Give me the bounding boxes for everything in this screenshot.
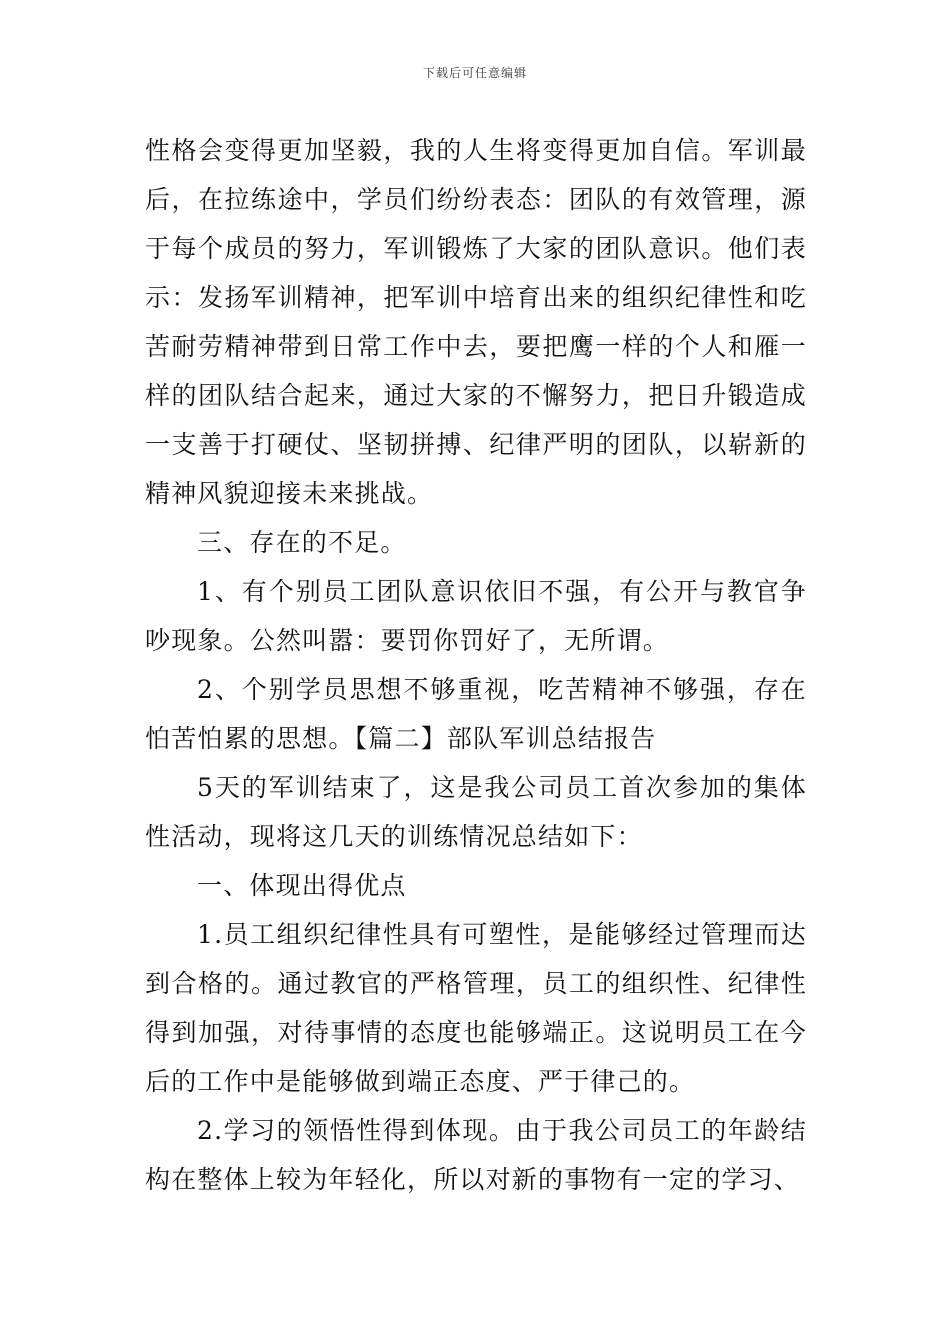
paragraph-item-2: 2、个别学员思想不够重视，吃苦精神不够强，存在怕苦怕累的思想。【篇二】部队军训总结报告 — [145, 675, 807, 753]
paragraph-continuation: 性格会变得更加坚毅，我的人生将变得更加自信。军训最后，在拉练途中，学员们纷纷表态：团队的有效管理，源于每个成员的努力，军训锻炼了大家的团队意识。他们表示：发扬军训精神，把军训中培育出来的组织纪律性和吃苦耐劳精神带到日常工作中去，要把鹰一样的个人和雁一样的团队结合起来，通过大家的不懈努力，把日升锻造成一支善于打硬仗、坚韧拼搏、纪律严明的团队，以崭新的精神风貌迎接未来挑战。 — [145, 136, 807, 508]
document-body — [145, 126, 807, 1204]
section-heading-strengths: 一、体现出得优点 — [197, 871, 407, 900]
paragraph-point-1: 1.员工组织纪律性具有可塑性，是能够经过管理而达到合格的。通过教官的严格管理，员工的组织性、纪律性得到加强，对待事情的态度也能够端正。这说明员工在今后的工作中是能够做到端正态度、严于律己的。 — [145, 920, 807, 1096]
paragraph-intro: 5天的军训结束了，这是我公司员工首次参加的集体性活动，现将这几天的训练情况总结如下： — [145, 773, 807, 851]
section-heading-shortcomings: 三、存在的不足。 — [197, 528, 407, 557]
paragraph-point-2: 2.学习的领悟性得到体现。由于我公司员工的年龄结构在整体上较为年轻化，所以对新的事物有一定的学习、 — [145, 1116, 807, 1194]
paragraph-item-1: 1、有个别员工团队意识依旧不强，有公开与教官争吵现象。公然叫嚣：要罚你罚好了，无所谓。 — [145, 577, 807, 655]
page-header: 下载后可任意编辑 — [422, 66, 527, 80]
